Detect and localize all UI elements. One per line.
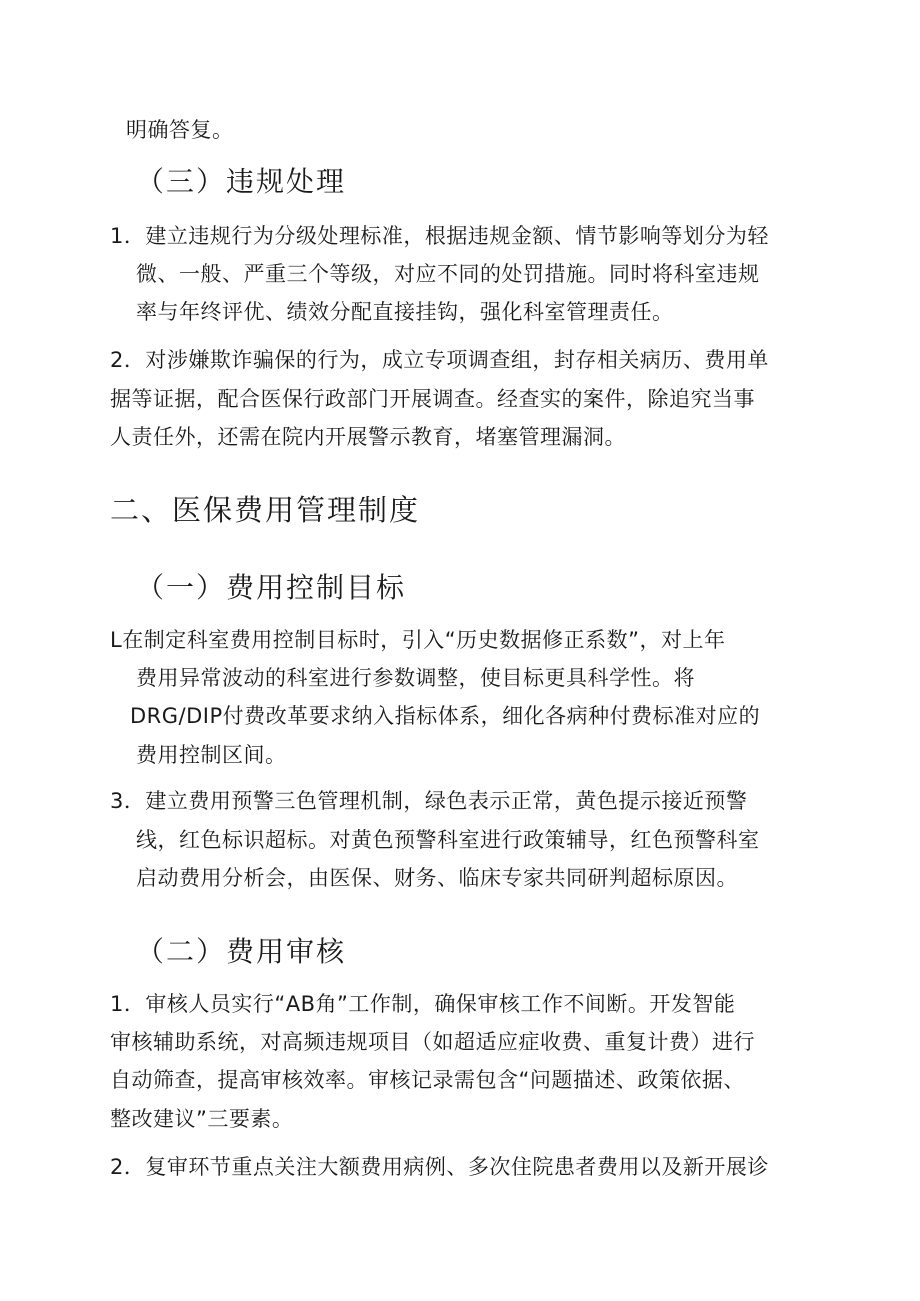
text-line: 费用控制区间。 [136, 743, 287, 767]
text-line: 2．对涉嫌欺诈骗保的行为，成立专项调查组，封存相关病历、费用单 [110, 348, 769, 372]
section-heading-cost-audit: （二）费用审核 [136, 935, 347, 968]
text-line: 整改建议”三要素。 [110, 1107, 294, 1131]
text-line: 启动费用分析会，由医保、财务、临床专家共同研判超标原因。 [136, 866, 738, 890]
text-line: 审核辅助系统，对高频违规项目（如超适应症收费、重复计费）进行 [110, 1030, 755, 1054]
text-line: 线，红色标识超标。对黄色预警科室进行政策辅导，红色预警科室 [136, 828, 760, 852]
text-line: 人责任外，还需在院内开展警示教育，堵塞管理漏洞。 [110, 425, 626, 449]
text-line: 1．建立违规行为分级处理标准，根据违规金额、情节影响等划分为轻 [110, 224, 769, 248]
paragraph-fragment: 明确答复。 [126, 118, 234, 142]
text-line: 率与年终评优、绩效分配直接挂钩，强化科室管理责任。 [136, 300, 674, 324]
text-line: 2．复审环节重点关注大额费用病例、多次住院患者费用以及新开展诊 [110, 1155, 769, 1179]
text-line: 自动筛查，提高审核效率。审核记录需包含“问题描述、政策依据、 [110, 1068, 745, 1092]
section-heading-violation: （三）违规处理 [136, 165, 347, 198]
text-line: 费用异常波动的科室进行参数调整，使目标更具科学性。将 [136, 666, 695, 690]
text-line: L在制定科室费用控制目标时，引入“历史数据修正系数”，对上年 [110, 628, 726, 652]
text-line: 3．建立费用预警三色管理机制，绿色表示正常，黄色提示接近预警 [110, 789, 748, 813]
text-line: 微、一般、严重三个等级，对应不同的处罚措施。同时将科室违规 [136, 262, 760, 286]
text-line: 据等证据，配合医保行政部门开展调查。经查实的案件，除追究当事 [110, 387, 755, 411]
chapter-heading: 二、医保费用管理制度 [110, 493, 421, 527]
section-heading-cost-target: （一）费用控制目标 [136, 571, 407, 604]
text-line: DRG/DIP付费改革要求纳入指标体系，细化各病种付费标准对应的 [130, 704, 761, 728]
text-line: 1．审核人员实行“AB角”工作制，确保审核工作不间断。开发智能 [110, 992, 736, 1016]
